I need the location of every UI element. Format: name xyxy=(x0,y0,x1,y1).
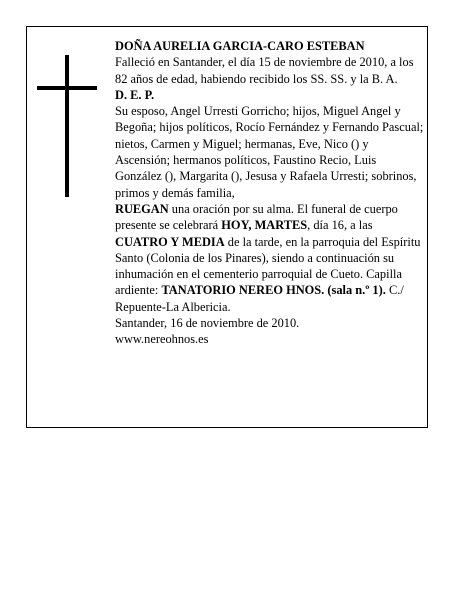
funeral-time: CUATRO Y MEDIA xyxy=(115,234,225,249)
cross-vertical-bar xyxy=(65,55,69,197)
deceased-name: DOÑA AURELIA GARCIA-CARO ESTEBAN xyxy=(115,39,365,53)
death-details: Falleció en Santander, el día 15 de noviembre de 2010, a los 82 años de edad, habiendo recibido los SS. SS. y la B. A. xyxy=(115,55,414,86)
website-link[interactable]: www.nereohnos.es xyxy=(115,332,209,347)
funeral-home: TANATORIO NEREO HNOS. (sala n.º 1). xyxy=(161,283,386,298)
funeral-announcement xyxy=(115,201,425,315)
family-list: Su esposo, Angel Urresti Gorricho; hijos, Miguel Angel y Begoña; hijos políticos, Rocío Fernández y Fernando Pascual; nietos, Carmen y Miguel; hermanas, Eve, Nico () y Ascensión; hermanos políticos, Faustino Recio, Luis González (), Margarita (), Jesusa y Rafaela Urresti; sobrinos, primos y demás familia, xyxy=(115,104,424,200)
cross-icon xyxy=(37,55,97,197)
funeral-home-address: C./ Repuente-La Albericia. xyxy=(115,283,404,314)
obituary-text xyxy=(115,38,425,348)
funeral-day: HOY, MARTES xyxy=(221,218,308,233)
funeral-text-1: una oración por su alma. El funeral de cuerpo presente se celebrará xyxy=(115,201,398,233)
obituary-notice xyxy=(26,26,428,428)
funeral-text-2: , día 16, a las xyxy=(307,218,373,233)
dep-abbreviation: D. E. P. xyxy=(115,87,155,102)
cross-horizontal-bar xyxy=(37,86,97,90)
funeral-text-3: de la tarde, en la parroquia del Espíritu Santo (Colonia de los Pinares), siendo a continuación su inhumación en el cementerio parroquial de Cueto. Capilla ardiente: xyxy=(115,234,421,298)
notice-date: Santander, 16 de noviembre de 2010. xyxy=(115,316,300,331)
ruegan-label: RUEGAN xyxy=(115,201,169,216)
